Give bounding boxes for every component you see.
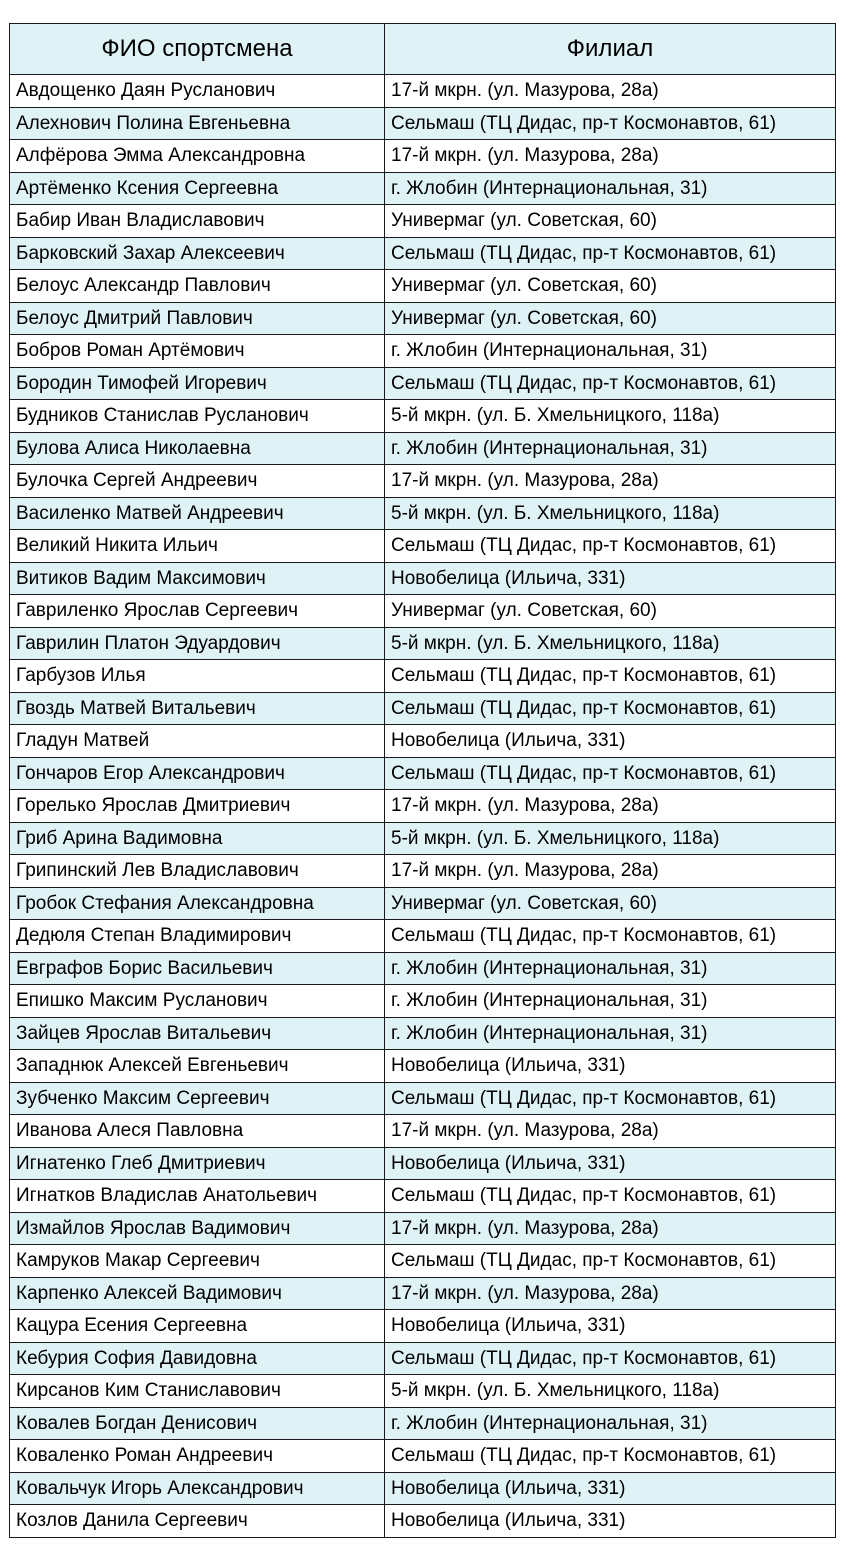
athlete-name-cell: Кебурия София Давидовна (10, 1342, 385, 1375)
athlete-name-cell: Бабир Иван Владиславович (10, 205, 385, 238)
branch-cell: 5-й мкрн. (ул. Б. Хмельницкого, 118а) (385, 822, 836, 855)
athlete-name-cell: Гаврилин Платон Эдуардович (10, 627, 385, 660)
athlete-name-cell: Игнатков Владислав Анатольевич (10, 1180, 385, 1213)
athlete-name-cell: Гробок Стефания Александровна (10, 887, 385, 920)
athlete-name-cell: Измайлов Ярослав Вадимович (10, 1212, 385, 1245)
athlete-name-cell: Авдощенко Даян Русланович (10, 75, 385, 108)
athlete-name-cell: Иванова Алеся Павловна (10, 1115, 385, 1148)
branch-cell: Сельмаш (ТЦ Дидас, пр-т Космонавтов, 61) (385, 367, 836, 400)
table-row (10, 335, 836, 368)
branch-cell: 17-й мкрн. (ул. Мазурова, 28а) (385, 140, 836, 173)
table-row (10, 822, 836, 855)
column-header-athlete-name: ФИО спортсмена (10, 24, 385, 75)
table-row (10, 1310, 836, 1343)
branch-cell: Сельмаш (ТЦ Дидас, пр-т Космонавтов, 61) (385, 692, 836, 725)
athlete-name-cell: Камруков Макар Сергеевич (10, 1245, 385, 1278)
athlete-name-cell: Зубченко Максим Сергеевич (10, 1082, 385, 1115)
branch-cell: Сельмаш (ТЦ Дидас, пр-т Космонавтов, 61) (385, 237, 836, 270)
athlete-name-cell: Игнатенко Глеб Дмитриевич (10, 1147, 385, 1180)
table-row (10, 1147, 836, 1180)
table-row (10, 1017, 836, 1050)
table-row (10, 1472, 836, 1505)
table-row (10, 660, 836, 693)
athlete-name-cell: Гончаров Егор Александрович (10, 757, 385, 790)
branch-cell: г. Жлобин (Интернациональная, 31) (385, 1017, 836, 1050)
athlete-name-cell: Западнюк Алексей Евгеньевич (10, 1050, 385, 1083)
branch-cell: г. Жлобин (Интернациональная, 31) (385, 335, 836, 368)
table-row (10, 237, 836, 270)
branch-cell: 17-й мкрн. (ул. Мазурова, 28а) (385, 1212, 836, 1245)
athlete-name-cell: Алехнович Полина Евгеньевна (10, 107, 385, 140)
branch-cell: 17-й мкрн. (ул. Мазурова, 28а) (385, 75, 836, 108)
branch-cell: Сельмаш (ТЦ Дидас, пр-т Космонавтов, 61) (385, 757, 836, 790)
athlete-name-cell: Будников Станислав Русланович (10, 400, 385, 433)
athlete-name-cell: Гавриленко Ярослав Сергеевич (10, 595, 385, 628)
table-row (10, 400, 836, 433)
athlete-name-cell: Козлов Данила Сергеевич (10, 1505, 385, 1538)
branch-cell: г. Жлобин (Интернациональная, 31) (385, 1407, 836, 1440)
table-body (10, 75, 836, 1538)
branch-cell: Сельмаш (ТЦ Дидас, пр-т Космонавтов, 61) (385, 1082, 836, 1115)
athlete-name-cell: Алфёрова Эмма Александровна (10, 140, 385, 173)
table-row (10, 1342, 836, 1375)
branch-cell: Сельмаш (ТЦ Дидас, пр-т Космонавтов, 61) (385, 1440, 836, 1473)
table-row (10, 530, 836, 563)
table-row (10, 757, 836, 790)
table-row (10, 140, 836, 173)
athlete-name-cell: Гвоздь Матвей Витальевич (10, 692, 385, 725)
column-header-branch: Филиал (385, 24, 836, 75)
athlete-name-cell: Гарбузов Илья (10, 660, 385, 693)
table-row (10, 172, 836, 205)
table-row (10, 75, 836, 108)
header-row (10, 24, 836, 75)
table-header (10, 24, 836, 75)
branch-cell: Новобелица (Ильича, 331) (385, 1505, 836, 1538)
athlete-name-cell: Бородин Тимофей Игоревич (10, 367, 385, 400)
athlete-name-cell: Белоус Дмитрий Павлович (10, 302, 385, 335)
athlete-name-cell: Горелько Ярослав Дмитриевич (10, 790, 385, 823)
branch-cell: г. Жлобин (Интернациональная, 31) (385, 952, 836, 985)
table-row (10, 920, 836, 953)
athlete-name-cell: Епишко Максим Русланович (10, 985, 385, 1018)
table-row (10, 1245, 836, 1278)
athlete-name-cell: Ковалев Богдан Денисович (10, 1407, 385, 1440)
branch-cell: Универмаг (ул. Советская, 60) (385, 270, 836, 303)
athlete-name-cell: Белоус Александр Павлович (10, 270, 385, 303)
branch-cell: Сельмаш (ТЦ Дидас, пр-т Космонавтов, 61) (385, 1180, 836, 1213)
branch-cell: 5-й мкрн. (ул. Б. Хмельницкого, 118а) (385, 400, 836, 433)
branch-cell: 17-й мкрн. (ул. Мазурова, 28а) (385, 790, 836, 823)
athlete-name-cell: Барковский Захар Алексеевич (10, 237, 385, 270)
table-row (10, 367, 836, 400)
athletes-sheet (9, 23, 835, 1538)
table-row (10, 465, 836, 498)
branch-cell: Универмаг (ул. Советская, 60) (385, 302, 836, 335)
branch-cell: г. Жлобин (Интернациональная, 31) (385, 432, 836, 465)
table-row (10, 790, 836, 823)
athlete-name-cell: Гриб Арина Вадимовна (10, 822, 385, 855)
athlete-name-cell: Карпенко Алексей Вадимович (10, 1277, 385, 1310)
table-row (10, 1505, 836, 1538)
table-row (10, 952, 836, 985)
table-row (10, 302, 836, 335)
athlete-name-cell: Великий Никита Ильич (10, 530, 385, 563)
athlete-name-cell: Евграфов Борис Васильевич (10, 952, 385, 985)
athlete-name-cell: Витиков Вадим Максимович (10, 562, 385, 595)
table-row (10, 985, 836, 1018)
table-row (10, 855, 836, 888)
athlete-name-cell: Ковальчук Игорь Александрович (10, 1472, 385, 1505)
branch-cell: 17-й мкрн. (ул. Мазурова, 28а) (385, 465, 836, 498)
athlete-name-cell: Булочка Сергей Андреевич (10, 465, 385, 498)
table-row (10, 1050, 836, 1083)
table-row (10, 1407, 836, 1440)
branch-cell: Сельмаш (ТЦ Дидас, пр-т Космонавтов, 61) (385, 1342, 836, 1375)
table-row (10, 1440, 836, 1473)
athlete-name-cell: Бобров Роман Артёмович (10, 335, 385, 368)
branch-cell: Сельмаш (ТЦ Дидас, пр-т Космонавтов, 61) (385, 1245, 836, 1278)
branch-cell: г. Жлобин (Интернациональная, 31) (385, 985, 836, 1018)
table-row (10, 627, 836, 660)
athlete-name-cell: Грипинский Лев Владиславович (10, 855, 385, 888)
branch-cell: Новобелица (Ильича, 331) (385, 1310, 836, 1343)
athletes-table (9, 23, 836, 1538)
branch-cell: Сельмаш (ТЦ Дидас, пр-т Космонавтов, 61) (385, 107, 836, 140)
branch-cell: Новобелица (Ильича, 331) (385, 562, 836, 595)
branch-cell: Новобелица (Ильича, 331) (385, 1050, 836, 1083)
branch-cell: 17-й мкрн. (ул. Мазурова, 28а) (385, 1277, 836, 1310)
table-row (10, 107, 836, 140)
branch-cell: Новобелица (Ильича, 331) (385, 725, 836, 758)
branch-cell: Универмаг (ул. Советская, 60) (385, 887, 836, 920)
table-row (10, 1375, 836, 1408)
table-row (10, 562, 836, 595)
table-row (10, 432, 836, 465)
athlete-name-cell: Василенко Матвей Андреевич (10, 497, 385, 530)
branch-cell: 17-й мкрн. (ул. Мазурова, 28а) (385, 1115, 836, 1148)
athlete-name-cell: Коваленко Роман Андреевич (10, 1440, 385, 1473)
branch-cell: Универмаг (ул. Советская, 60) (385, 205, 836, 238)
branch-cell: 5-й мкрн. (ул. Б. Хмельницкого, 118а) (385, 1375, 836, 1408)
table-row (10, 270, 836, 303)
branch-cell: Сельмаш (ТЦ Дидас, пр-т Космонавтов, 61) (385, 660, 836, 693)
athlete-name-cell: Кацура Есения Сергеевна (10, 1310, 385, 1343)
table-row (10, 1115, 836, 1148)
branch-cell: Сельмаш (ТЦ Дидас, пр-т Космонавтов, 61) (385, 920, 836, 953)
athlete-name-cell: Гладун Матвей (10, 725, 385, 758)
table-row (10, 1212, 836, 1245)
athlete-name-cell: Дедюля Степан Владимирович (10, 920, 385, 953)
branch-cell: Сельмаш (ТЦ Дидас, пр-т Космонавтов, 61) (385, 530, 836, 563)
branch-cell: г. Жлобин (Интернациональная, 31) (385, 172, 836, 205)
table-row (10, 692, 836, 725)
table-row (10, 595, 836, 628)
athlete-name-cell: Булова Алиса Николаевна (10, 432, 385, 465)
branch-cell: Новобелица (Ильича, 331) (385, 1147, 836, 1180)
table-row (10, 497, 836, 530)
table-row (10, 1082, 836, 1115)
branch-cell: Универмаг (ул. Советская, 60) (385, 595, 836, 628)
table-row (10, 1180, 836, 1213)
branch-cell: 5-й мкрн. (ул. Б. Хмельницкого, 118а) (385, 627, 836, 660)
athlete-name-cell: Кирсанов Ким Станиславович (10, 1375, 385, 1408)
branch-cell: 5-й мкрн. (ул. Б. Хмельницкого, 118а) (385, 497, 836, 530)
table-row (10, 887, 836, 920)
table-row (10, 725, 836, 758)
table-row (10, 205, 836, 238)
table-row (10, 1277, 836, 1310)
branch-cell: Новобелица (Ильича, 331) (385, 1472, 836, 1505)
athlete-name-cell: Артёменко Ксения Сергеевна (10, 172, 385, 205)
branch-cell: 17-й мкрн. (ул. Мазурова, 28а) (385, 855, 836, 888)
athlete-name-cell: Зайцев Ярослав Витальевич (10, 1017, 385, 1050)
